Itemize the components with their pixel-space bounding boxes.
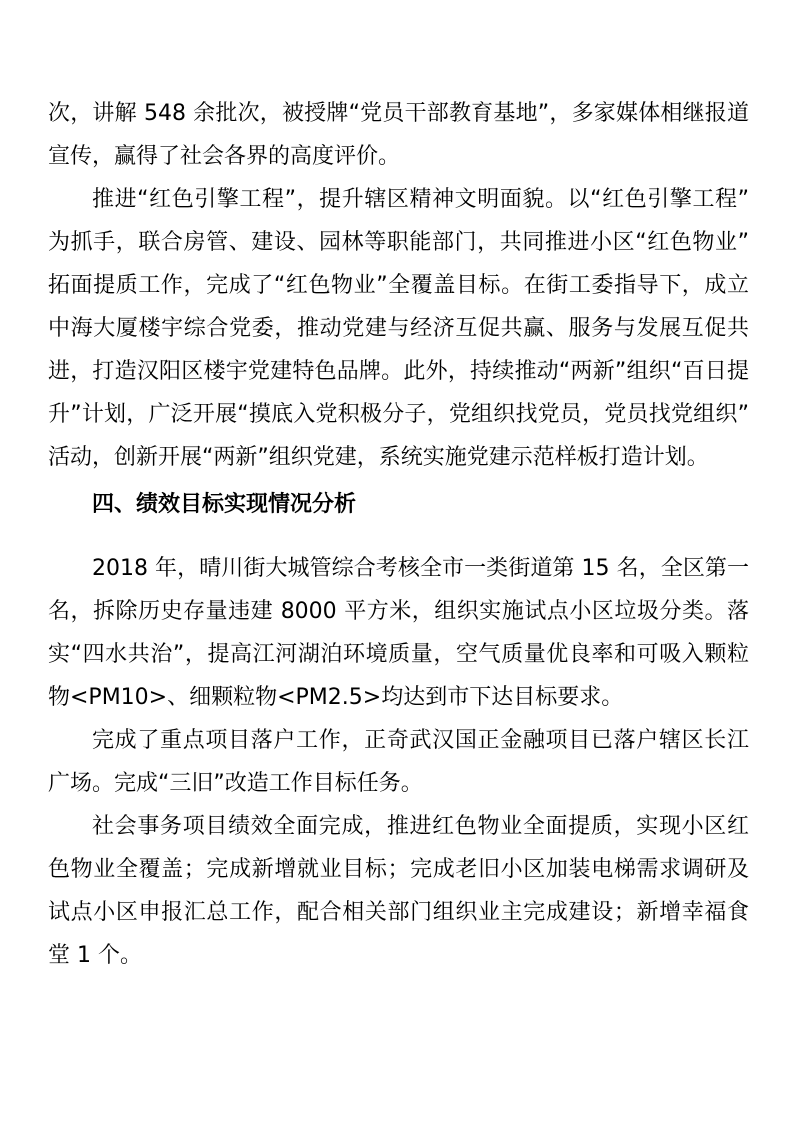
paragraph-red-engine-project: 推进“红色引擎工程”，提升辖区精神文明面貌。以“红色引擎工程”为抓手，联合房管、建设、园林等职能部门，共同推进小区“红色物业”拓面提质工作，完成了“红色物业”全覆盖目标。在街工委指导下，成立中海大厦楼宇综合党委，推动党建与经济互促共赢、服务与发展互促共进，打造汉阳区楼宇党建特色品牌。此外，持续推动“两新”组织“百日提升”计划，广泛开展“摸底入党积极分子，党组织找党员，党员找党组织”活动，创新开展“两新”组织党建，系统实施党建示范样板打造计划。: [48, 187, 749, 470]
paragraph-continuation: 次，讲解 548 余批次，被授牌“党员干部教育基地”，多家媒体相继报道宣传，赢得了社会各界的高度评价。: [48, 101, 749, 169]
paragraph-key-projects: 完成了重点项目落户工作，正奇武汉国正金融项目已落户辖区长江广场。完成“三旧”改造工作目标任务。: [48, 728, 749, 796]
paragraph-2018-performance: 2018 年，晴川街大城管综合考核全市一类街道第 15 名，全区第一名，拆除历史存量违建 8000 平方米，组织实施试点小区垃圾分类。落实“四水共治”，提高江河湖泊环境质量，空气质量优良率和可吸入颗粒物<PM10>、细颗粒物<PM2.5>均达到市下达目标要求。: [48, 556, 749, 710]
section-heading-performance-goal-analysis: 四、绩效目标实现情况分析: [92, 492, 357, 517]
paragraph-social-affairs: 社会事务项目绩效全面完成，推进红色物业全面提质，实现小区红色物业全覆盖；完成新增就业目标；完成老旧小区加装电梯需求调研及试点小区申报汇总工作，配合相关部门组织业主完成建设；新增幸福食堂 1 个。: [48, 814, 749, 968]
